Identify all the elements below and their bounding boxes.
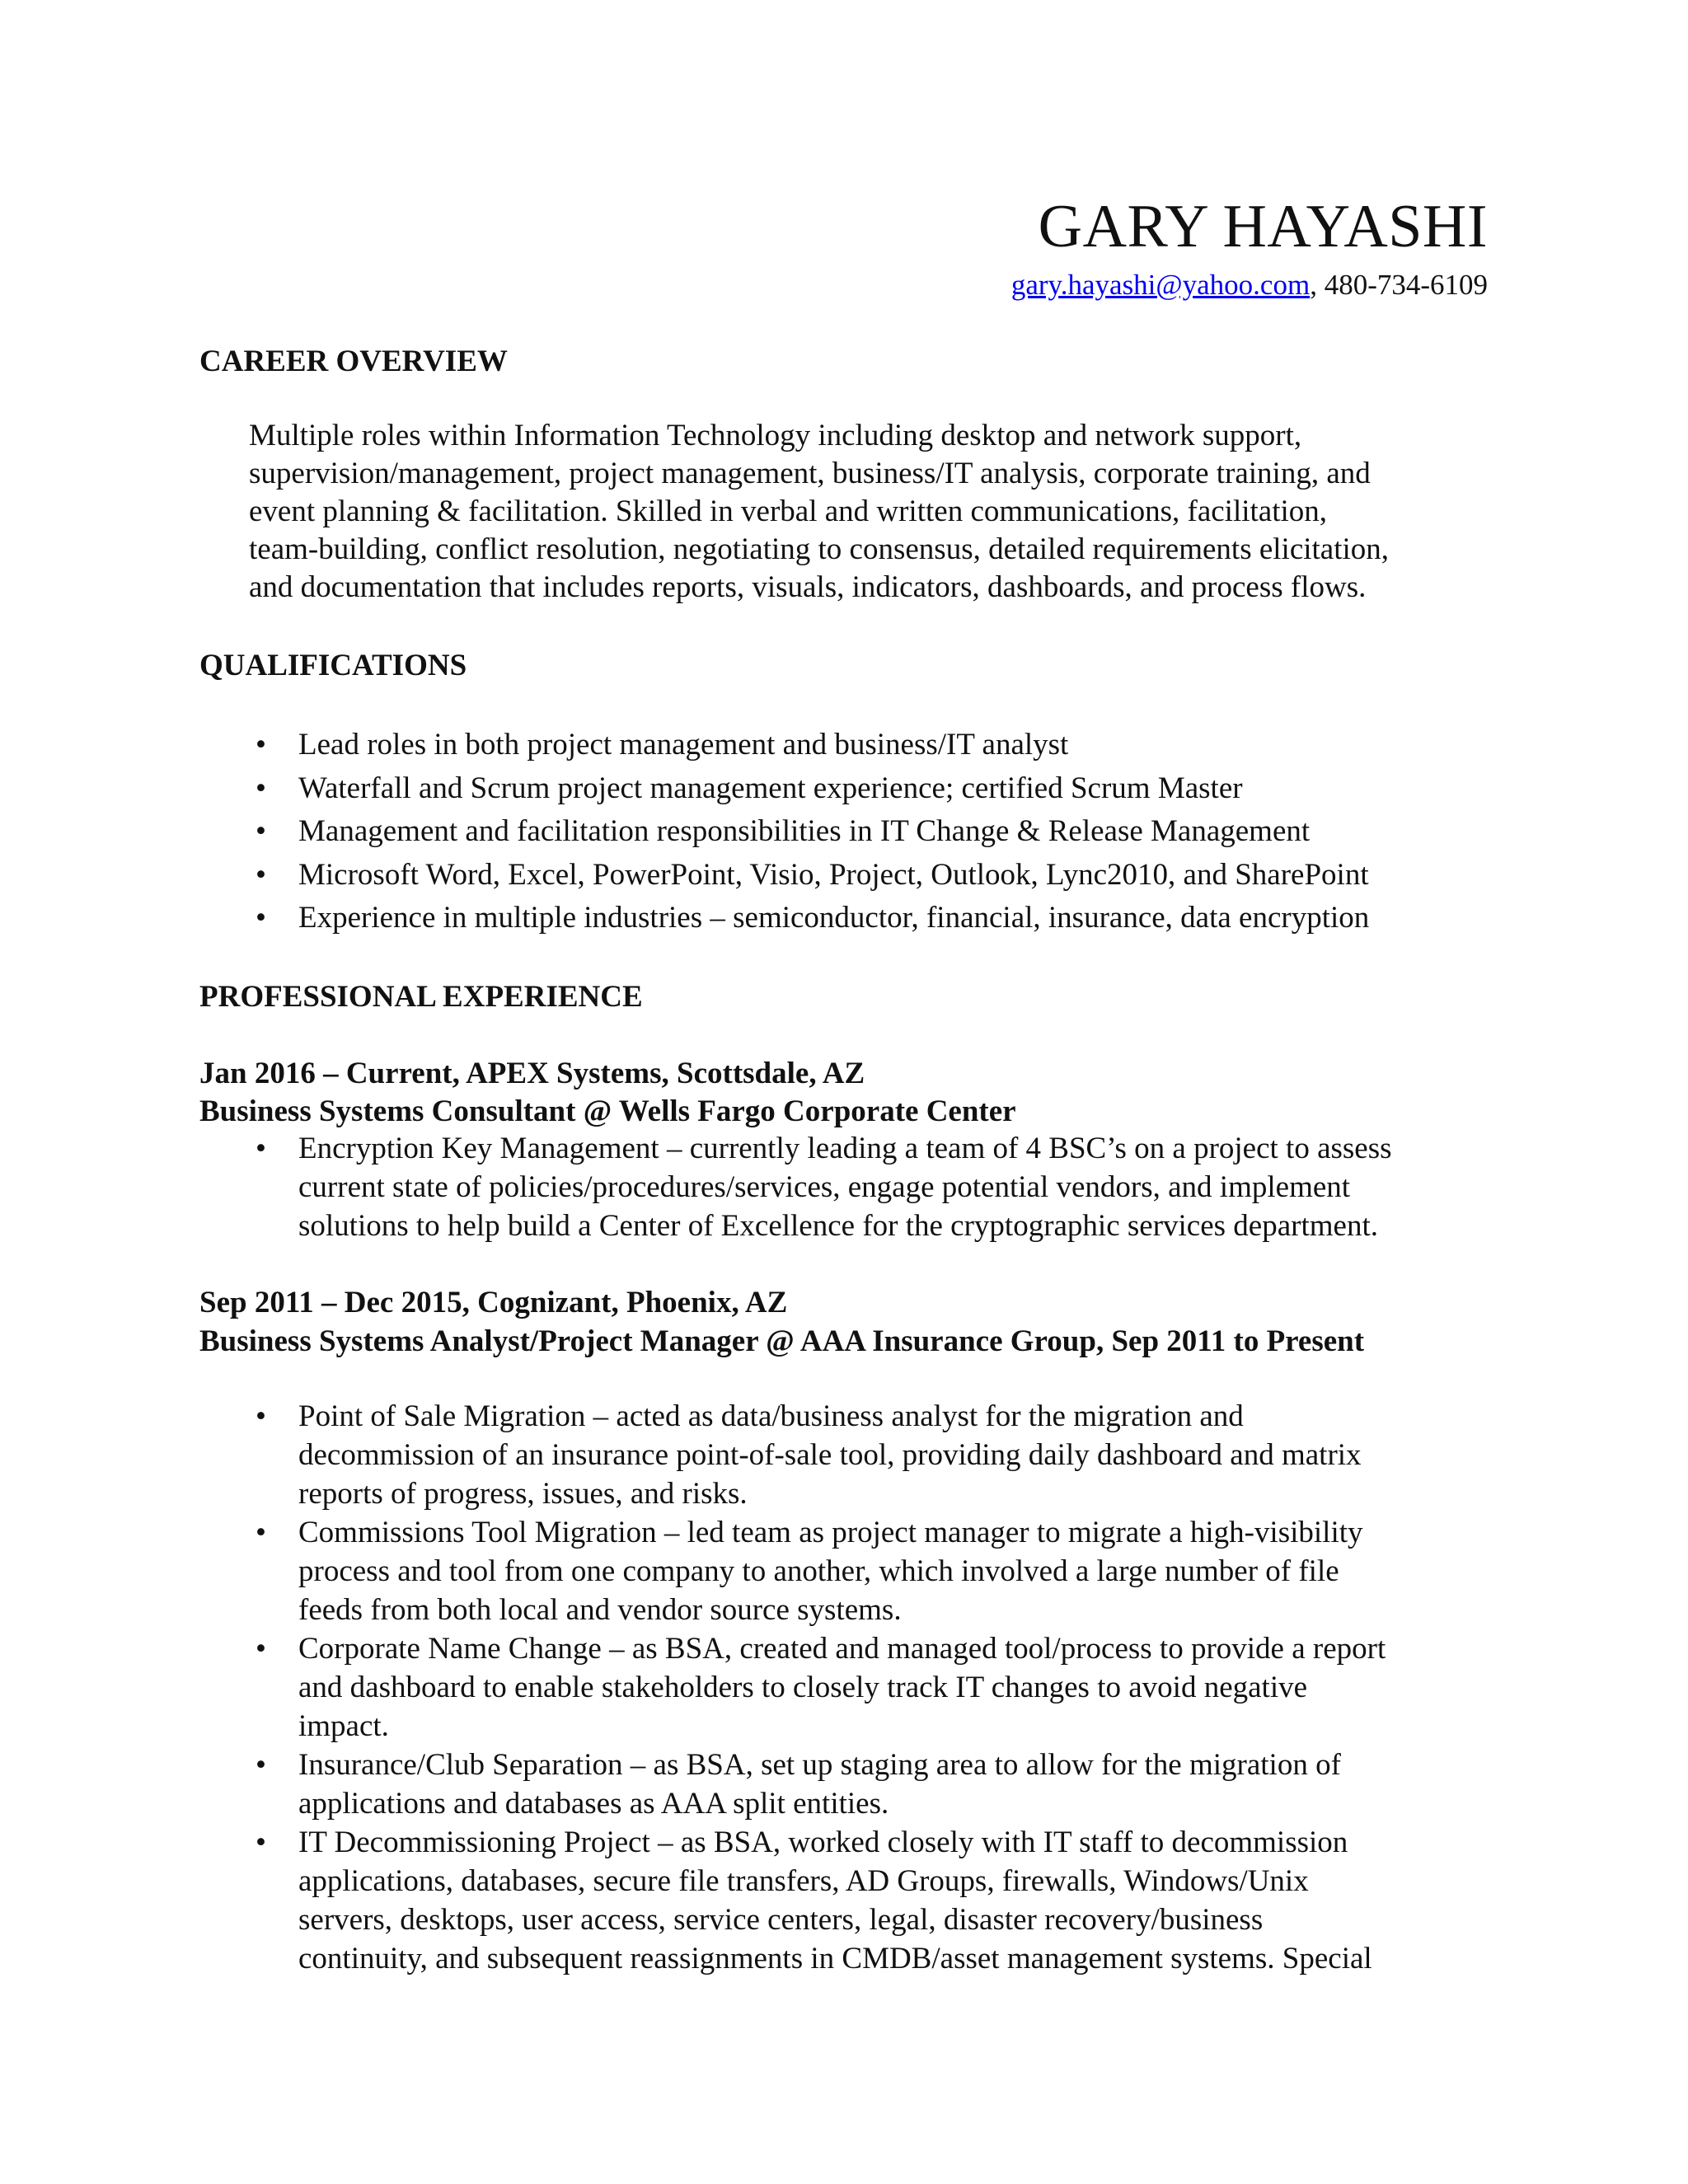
bullet-line: continuity, and subsequent reassignments in CMDB/asset management systems. Special: [298, 1942, 1372, 1975]
list-item: [249, 1513, 1535, 1629]
overview-line: and documentation that includes reports, visuals, indicators, dashboards, and process flows.: [249, 570, 1367, 604]
email-link[interactable]: gary.hayashi@yahoo.com: [1010, 269, 1311, 301]
bullet-icon: •: [256, 814, 266, 848]
bullet-line: decommission of an insurance point-of-sale tool, providing daily dashboard and matrix: [298, 1438, 1362, 1472]
bullet-line: applications and databases as AAA split entities.: [298, 1787, 889, 1821]
list-item: [249, 1129, 1535, 1245]
bullet-line: reports of progress, issues, and risks.: [298, 1477, 748, 1511]
bullet-icon: •: [256, 1825, 266, 1859]
bullet-icon: •: [256, 771, 266, 805]
bullet-line: applications, databases, secure file transfers, AD Groups, firewalls, Windows/Unix: [298, 1864, 1309, 1898]
qualification-text: Experience in multiple industries – semiconductor, financial, insurance, data encryption: [298, 901, 1370, 935]
contact-separator: ,: [1310, 269, 1317, 301]
bullet-icon: •: [256, 901, 266, 935]
career-overview-heading: CAREER OVERVIEW: [199, 344, 508, 378]
bullet-icon: •: [256, 1132, 266, 1165]
bullet-line: servers, desktops, user access, service centers, legal, disaster recovery/business: [298, 1903, 1264, 1937]
list-item: [249, 724, 1535, 767]
job-role: Business Systems Consultant @ Wells Fargo Corporate Center: [199, 1094, 1016, 1128]
bullet-line: Encryption Key Management – currently leading a team of 4 BSC’s on a project to assess: [298, 1132, 1392, 1165]
bullet-icon: •: [256, 1632, 266, 1666]
bullet-icon: •: [256, 1748, 266, 1782]
bullet-line: Corporate Name Change – as BSA, created and managed tool/process to provide a report: [298, 1632, 1386, 1666]
list-item: [249, 810, 1535, 854]
list-item: [249, 1746, 1535, 1823]
qualifications-heading: QUALIFICATIONS: [199, 649, 467, 682]
career-overview-paragraph: [249, 417, 1535, 607]
bullet-line: Point of Sale Migration – acted as data/business analyst for the migration and: [298, 1399, 1244, 1433]
bullet-line: Commissions Tool Migration – led team as project manager to migrate a high-visibility: [298, 1516, 1363, 1549]
job-dates-company: Jan 2016 – Current, APEX Systems, Scottsdale, AZ: [199, 1057, 865, 1090]
list-item: [249, 1629, 1535, 1746]
qualification-text: Waterfall and Scrum project management experience; certified Scrum Master: [298, 771, 1243, 805]
qualifications-list: [249, 724, 1535, 940]
bullet-line: process and tool from one company to another, which involved a large number of file: [298, 1554, 1339, 1588]
job-role: Business Systems Analyst/Project Manager @ AAA Insurance Group, Sep 2011 to Present: [199, 1324, 1365, 1358]
bullet-line: IT Decommissioning Project – as BSA, worked closely with IT staff to decommission: [298, 1825, 1348, 1859]
overview-line: event planning & facilitation. Skilled in verbal and written communications, facilitation,: [249, 494, 1328, 528]
list-item: [249, 897, 1535, 940]
list-item: [249, 854, 1535, 898]
bullet-icon: •: [256, 728, 266, 762]
job-dates-company: Sep 2011 – Dec 2015, Cognizant, Phoenix, AZ: [199, 1286, 788, 1319]
bullet-icon: •: [256, 1516, 266, 1549]
job-bullets: [249, 1129, 1535, 1245]
bullet-line: current state of policies/procedures/services, engage potential vendors, and implement: [298, 1170, 1351, 1204]
bullet-line: impact.: [298, 1709, 389, 1743]
qualification-text: Microsoft Word, Excel, PowerPoint, Visio, Project, Outlook, Lync2010, and SharePoint: [298, 857, 1369, 892]
phone-number: 480-734-6109: [1324, 269, 1488, 301]
qualification-text: Management and facilitation responsibilities in IT Change & Release Management: [298, 814, 1311, 848]
bullet-line: solutions to help build a Center of Excellence for the cryptographic services department.: [298, 1209, 1378, 1243]
bullet-line: feeds from both local and vendor source systems.: [298, 1593, 902, 1627]
professional-experience-heading: PROFESSIONAL EXPERIENCE: [199, 980, 643, 1014]
list-item: [249, 767, 1535, 811]
overview-line: Multiple roles within Information Technology including desktop and network support,: [249, 419, 1302, 452]
list-item: [249, 1823, 1535, 1978]
overview-line: team-building, conflict resolution, negotiating to consensus, detailed requirements elicitation,: [249, 532, 1390, 566]
contact-line: [1011, 270, 1488, 299]
bullet-icon: •: [256, 1399, 266, 1433]
bullet-line: Insurance/Club Separation – as BSA, set up staging area to allow for the migration of: [298, 1748, 1341, 1782]
qualification-text: Lead roles in both project management and business/IT analyst: [298, 728, 1069, 762]
bullet-line: and dashboard to enable stakeholders to closely track IT changes to avoid negative: [298, 1671, 1308, 1704]
bullet-icon: •: [256, 857, 266, 892]
overview-line: supervision/management, project management, business/IT analysis, corporate training, and: [249, 457, 1371, 490]
candidate-name: GARY HAYASHI: [1038, 193, 1488, 260]
list-item: [249, 1397, 1535, 1513]
job-bullets: [249, 1397, 1535, 1978]
